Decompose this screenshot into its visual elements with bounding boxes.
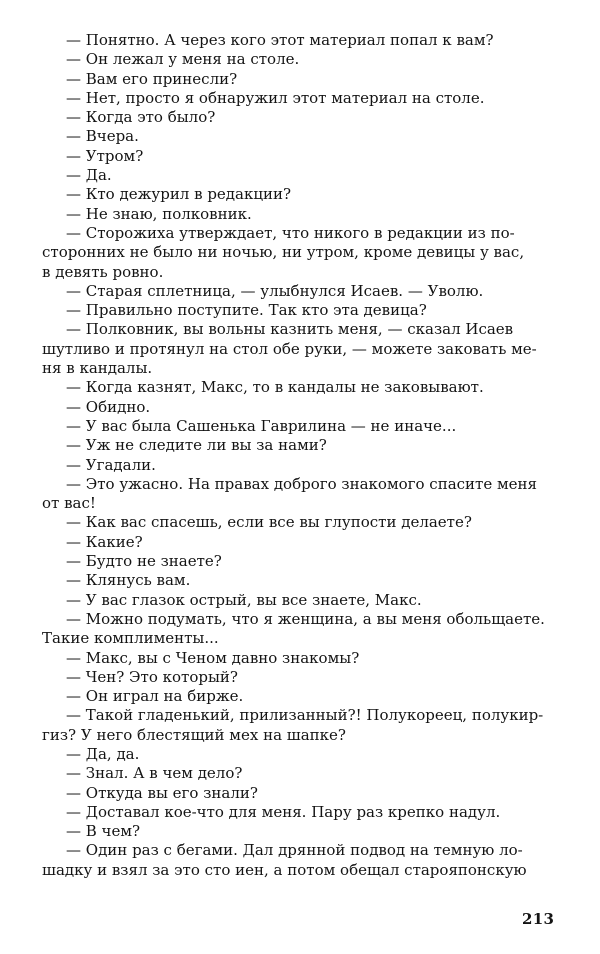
text-line: — Можно подумать, что я женщина, а вы меня обольщаете. [66,609,545,628]
text-line: ня в кандалы. [42,359,153,378]
page-text [42,31,554,880]
text-line: — Да, да. [66,744,140,763]
text-line: — У вас глазок острый, вы все знаете, Макс. [66,590,422,609]
text-line: гиз? У него блестящий мех на шапке? [42,725,346,744]
text-line: — Он лежал у меня на столе. [66,50,300,69]
text-line: — У вас была Сашенька Гаврилина — не иначе... [66,416,457,435]
text-line: от вас! [42,494,96,513]
text-line: — Такой гладенький, прилизанный?! Полукореец, полукир- [66,706,544,725]
text-line: — Обидно. [66,397,151,416]
text-line: шутливо и протянул на стол обе руки, — можете заковать ме- [42,339,537,358]
text-line: — Какие? [66,532,143,551]
text-line: — Угадали. [66,455,156,474]
text-line: — Уж не следите ли вы за нами? [66,436,327,455]
text-line: — Вчера. [66,127,139,146]
text-line: в девять ровно. [42,262,164,281]
text-line: — Кто дежурил в редакции? [66,185,292,204]
text-line: — Сторожиха утверждает, что никого в редакции из по- [66,223,515,242]
text-line: — Когда это было? [66,108,216,127]
text-line: — Как вас спасешь, если все вы глупости делаете? [66,513,472,532]
text-line: — Вам его принесли? [66,69,238,88]
text-line: — Макс, вы с Ченом давно знакомы? [66,648,360,667]
text-line: — Не знаю, полковник. [66,204,252,223]
text-line: шадку и взял за это сто иен, а потом обещал старояпонскую [42,860,527,879]
text-line: сторонних не было ни ночью, ни утром, кроме девицы у вас, [42,243,525,262]
text-line: — Нет, просто я обнаружил этот материал на столе. [66,88,485,107]
text-line: — Будто не знаете? [66,552,222,571]
text-line: — Клянусь вам. [66,571,191,590]
text-line: — Утром? [66,146,144,165]
text-line: — Он играл на бирже. [66,687,244,706]
page-number: 213 [522,910,555,928]
text-line: — Когда казнят, Макс, то в кандалы не заковывают. [66,378,484,397]
text-line: — Полковник, вы вольны казнить меня, — сказал Исаев [66,320,514,339]
text-line: — Доставал кое-что для меня. Пару раз крепко надул. [66,802,501,821]
text-line: — Да. [66,166,112,185]
text-line: — В чем? [66,822,141,841]
text-line: — Знал. А в чем дело? [66,764,243,783]
text-line: — Это ужасно. На правах доброго знакомого спасите меня [66,474,537,493]
text-line: — Правильно поступите. Так кто эта девица? [66,301,427,320]
text-line: — Понятно. А через кого этот материал попал к вам? [66,31,494,49]
text-line: — Один раз с бегами. Дал дрянной подвод на темную ло- [66,841,523,860]
text-line: — Откуда вы его знали? [66,783,258,802]
text-line: — Старая сплетница, — улыбнулся Исаев. — Уволю. [66,281,484,300]
text-line: Такие комплименты... [42,629,219,648]
text-line: — Чен? Это который? [66,667,238,686]
